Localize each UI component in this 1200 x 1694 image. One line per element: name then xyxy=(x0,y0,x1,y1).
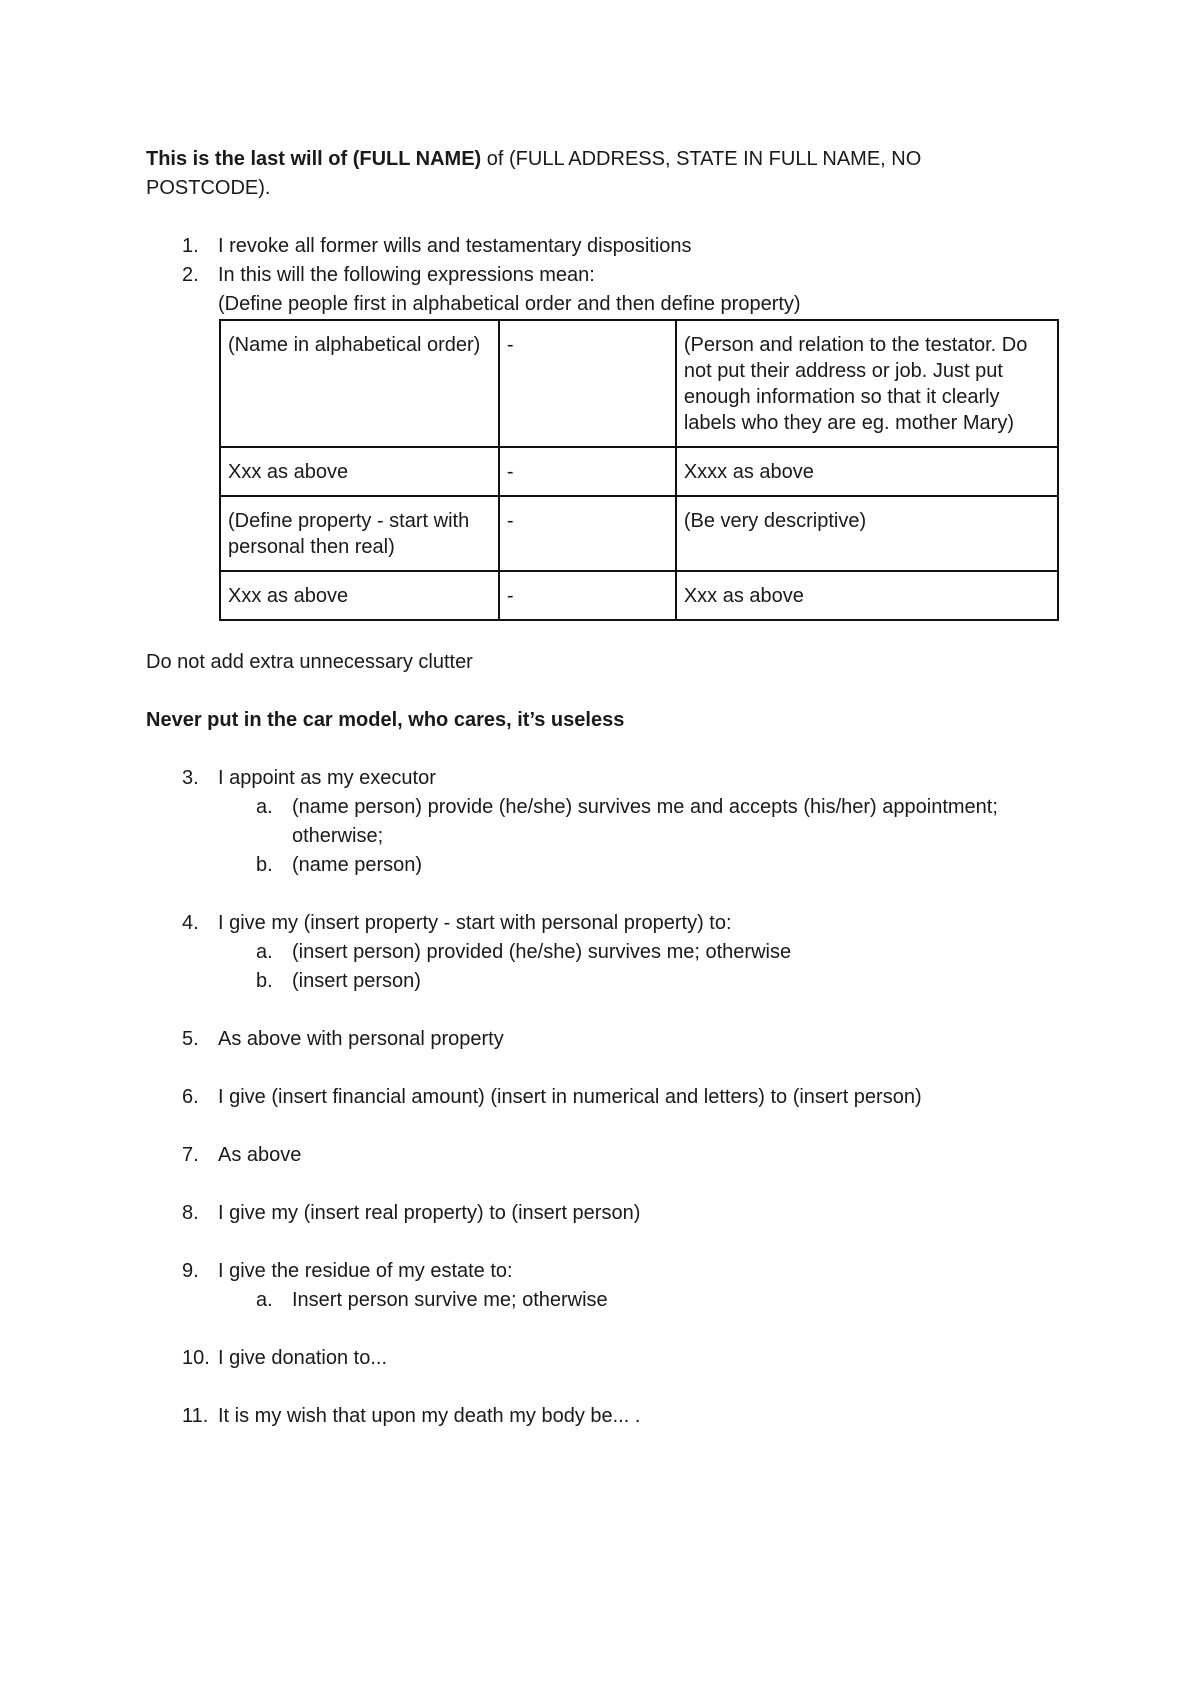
subclause xyxy=(146,938,1076,967)
clause-number: 11. xyxy=(182,1405,209,1427)
clause-number: 9. xyxy=(182,1260,199,1282)
clause-number: 3. xyxy=(182,767,199,789)
clause-number: 7. xyxy=(182,1144,199,1166)
subclause xyxy=(146,851,1076,880)
table-cell: (Be very descriptive) xyxy=(676,496,1058,571)
subclause-text: (insert person) provided (he/she) survives me; otherwise xyxy=(292,941,792,963)
table-row xyxy=(220,447,1058,496)
clause-text: As above xyxy=(218,1144,302,1166)
clause-2 xyxy=(146,261,1076,319)
clause-9 xyxy=(146,1257,1076,1286)
clause-text: It is my wish that upon my death my body be... . xyxy=(218,1405,641,1427)
clause-text: I revoke all former wills and testamentary dispositions xyxy=(218,235,692,257)
subclause xyxy=(146,793,1076,851)
clause-text: I give (insert financial amount) (insert in numerical and letters) to (insert person) xyxy=(218,1086,922,1108)
clause-number: 2. xyxy=(182,264,199,286)
clause-text: I give my (insert property - start with personal property) to: xyxy=(218,912,732,934)
subclause xyxy=(146,1286,1076,1315)
clause-text: I give my (insert real property) to (insert person) xyxy=(218,1202,641,1224)
table-row xyxy=(220,496,1058,571)
clause-number: 4. xyxy=(182,912,199,934)
clause-text: I give the residue of my estate to: xyxy=(218,1260,513,1282)
clause-number: 5. xyxy=(182,1028,199,1050)
clause-3 xyxy=(146,764,1076,793)
clause-text: In this will the following expressions mean: xyxy=(218,264,595,286)
clause-text: As above with personal property xyxy=(218,1028,504,1050)
clause-8 xyxy=(146,1199,1076,1228)
clause-number: 1. xyxy=(182,235,199,257)
subclause-letter: b. xyxy=(256,854,273,876)
table-cell: Xxx as above xyxy=(676,571,1058,620)
clause-number: 8. xyxy=(182,1202,199,1224)
clause-7 xyxy=(146,1141,1076,1170)
clause-6 xyxy=(146,1083,1076,1112)
table-cell: - xyxy=(499,571,676,620)
clause-11 xyxy=(146,1402,1076,1431)
table-cell: - xyxy=(499,447,676,496)
will-heading-bold: This is the last will of (FULL NAME) xyxy=(146,148,482,170)
subclause-letter: a. xyxy=(256,1289,273,1311)
subclause xyxy=(146,967,1076,996)
clause-1 xyxy=(146,232,1076,261)
subclause-text: (insert person) xyxy=(292,970,421,992)
clause-10 xyxy=(146,1344,1076,1373)
clause-text: I appoint as my executor xyxy=(218,767,436,789)
clause-text: I give donation to... xyxy=(218,1347,388,1369)
table-cell: - xyxy=(499,320,676,447)
will-heading-rest: of (FULL ADDRESS, STATE IN FULL NAME, NO POSTCODE). xyxy=(146,148,922,199)
subclause-text: Insert person survive me; otherwise xyxy=(292,1289,608,1311)
note-car-model: Never put in the car model, who cares, it’s useless xyxy=(146,709,625,731)
table-row xyxy=(220,320,1058,447)
table-cell: - xyxy=(499,496,676,571)
clause-4 xyxy=(146,909,1076,938)
subclause-letter: a. xyxy=(256,796,273,818)
table-cell: (Name in alphabetical order) xyxy=(220,320,499,447)
will-heading xyxy=(146,145,1046,203)
table-cell: (Person and relation to the testator. Do not put their address or job. Just put enough information so that it clearly labels who they are eg. mother Mary) xyxy=(676,320,1058,447)
document-page xyxy=(146,145,1076,1431)
clause-number: 6. xyxy=(182,1086,199,1108)
subclause-letter: b. xyxy=(256,970,273,992)
table-cell: (Define property - start with personal then real) xyxy=(220,496,499,571)
table-row xyxy=(220,571,1058,620)
clause-5 xyxy=(146,1025,1076,1054)
table-cell: Xxx as above xyxy=(220,447,499,496)
subclause-text: (name person) xyxy=(292,854,423,876)
subclause-letter: a. xyxy=(256,941,273,963)
subclause-text: (name person) provide (he/she) survives me and accepts (his/her) appointment; otherwise; xyxy=(292,796,998,847)
clause-note: (Define people first in alphabetical order and then define property) xyxy=(218,293,801,315)
definitions-table xyxy=(219,319,1059,621)
table-cell: Xxxx as above xyxy=(676,447,1058,496)
table-cell: Xxx as above xyxy=(220,571,499,620)
clause-number: 10. xyxy=(182,1347,210,1369)
note-clutter: Do not add extra unnecessary clutter xyxy=(146,651,473,673)
